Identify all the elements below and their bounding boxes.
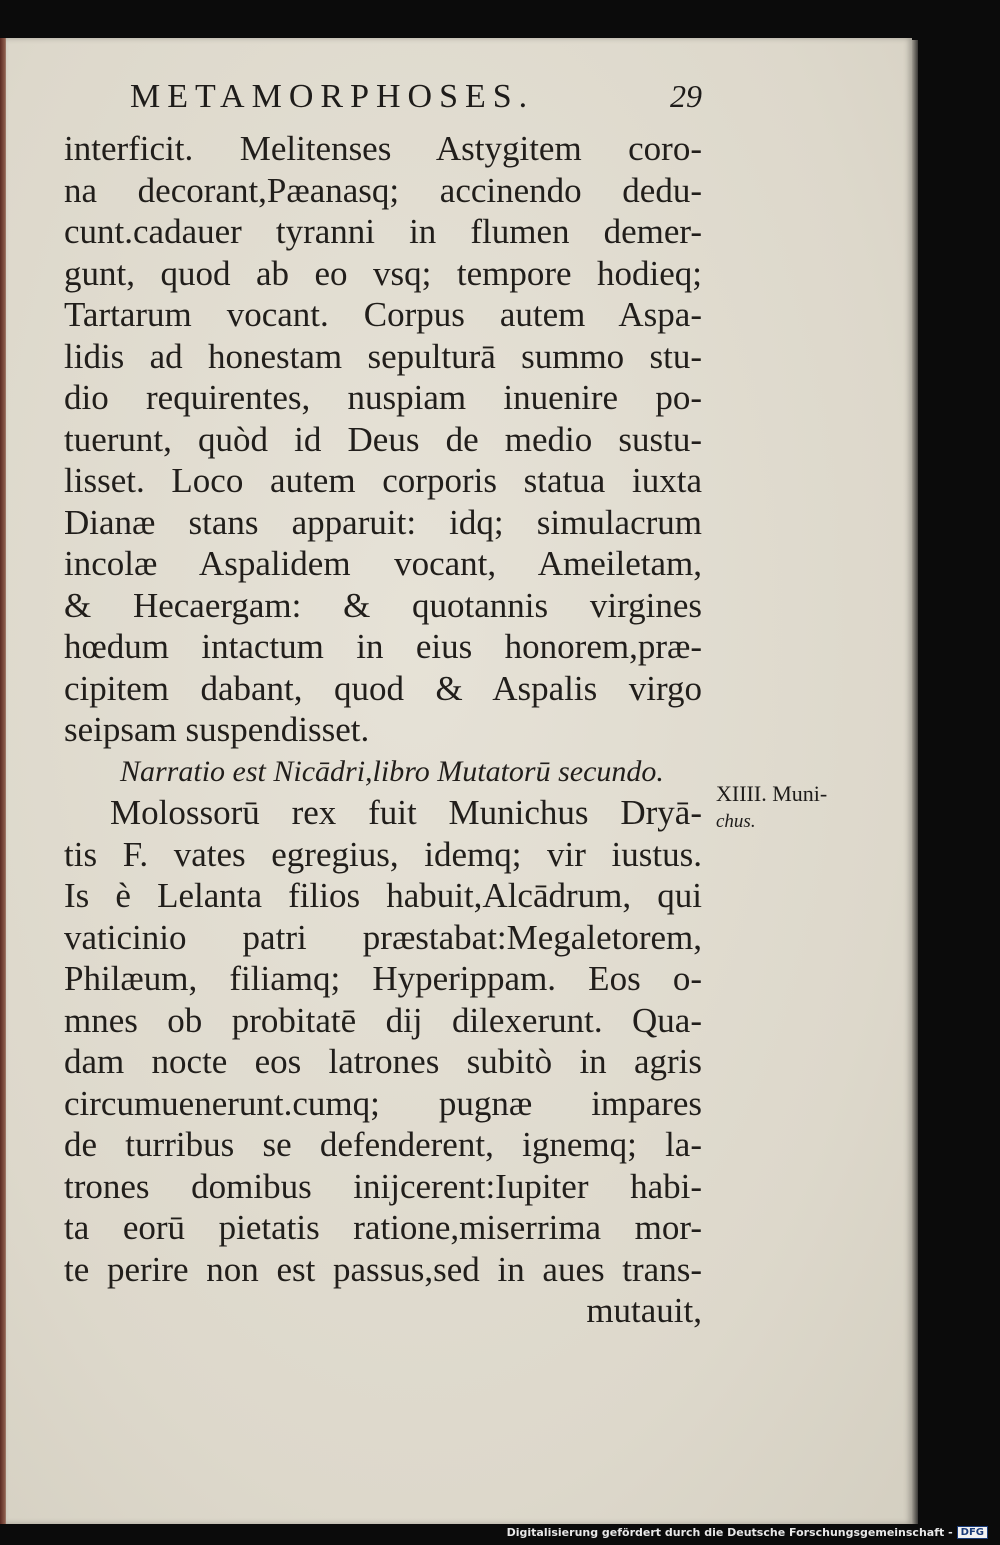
margin-note-line: chus. [716, 811, 756, 832]
running-header [130, 78, 702, 118]
text-line: Molossorū rex fuit Munichus Dryā- [110, 793, 702, 832]
text-line: tis F. vates egregius, idemq; vir iustus. [64, 834, 702, 874]
text-line: trones domibus inijcerent:Iupiter habi- [64, 1166, 702, 1206]
text-line: Is è Lelanta filios habuit,Alcādrum, qui [64, 876, 702, 915]
text-line: & Hecaergam: & quotannis virgines [64, 585, 702, 625]
margin-note [716, 780, 886, 836]
text-line: tuerunt, quòd id Deus de medio sustu- [64, 419, 702, 459]
text-line: ta eorū pietatis ratione,miserrima mor- [64, 1208, 702, 1247]
footer-text: Digitalisierung gefördert durch die Deutsche Forschungsgemeinschaft - [506, 1526, 953, 1539]
text-line: interficit. Melitenses Astygitem coro- [64, 129, 702, 168]
text-line: mnes ob probitatē dij dilexerunt. Qua- [64, 1000, 702, 1040]
margin-note-line: XIIII. Muni- [716, 781, 828, 806]
text-line: Philæum, filiamq; Hyperippam. Eos o- [64, 959, 702, 998]
running-title: METAMORPHOSES. [130, 78, 535, 115]
body-text [64, 128, 702, 1332]
digitization-footer [507, 1526, 988, 1539]
page-number: 29 [670, 78, 702, 114]
text-line: Tartarum vocant. Corpus autem Aspa- [64, 295, 702, 334]
text-line: seipsam suspendisset. [64, 710, 370, 749]
text-line: gunt, quod ab eo vsq; tempore hodieq; [64, 253, 702, 293]
text-line: circumuenerunt.cumq; pugnæ impares [64, 1083, 702, 1123]
catchword-line: mutauit, [586, 1291, 702, 1330]
text-line: lisset. Loco autem corporis statua iuxta [64, 461, 702, 500]
text-line: te perire non est passus,sed in aues trans- [64, 1249, 702, 1289]
dfg-logo-icon: DFG [957, 1526, 988, 1539]
text-line: lidis ad honestam sepulturā summo stu- [64, 336, 702, 376]
text-line: hœdum intactum in eius honorem,præ- [64, 627, 702, 666]
text-line: incolæ Aspalidem vocant, Ameiletam, [64, 544, 702, 583]
text-line: vaticinio patri præstabat:Megaletorem, [64, 917, 702, 957]
text-line: cipitem dabant, quod & Aspalis virgo [64, 668, 702, 708]
section-heading: Narratio est Nicādri,libro Mutatorū secundo. [120, 754, 664, 788]
text-line: na decorant,Pæanasq; accinendo dedu- [64, 170, 702, 210]
text-line: dam nocte eos latrones subitò in agris [64, 1042, 702, 1081]
text-line: cunt.cadauer tyranni in flumen demer- [64, 212, 702, 251]
text-line: Dianæ stans apparuit: idq; simulacrum [64, 502, 702, 542]
page-edge [912, 40, 918, 1524]
text-line: de turribus se defenderent, ignemq; la- [64, 1125, 702, 1164]
text-line: dio requirentes, nuspiam inuenire po- [64, 378, 702, 417]
